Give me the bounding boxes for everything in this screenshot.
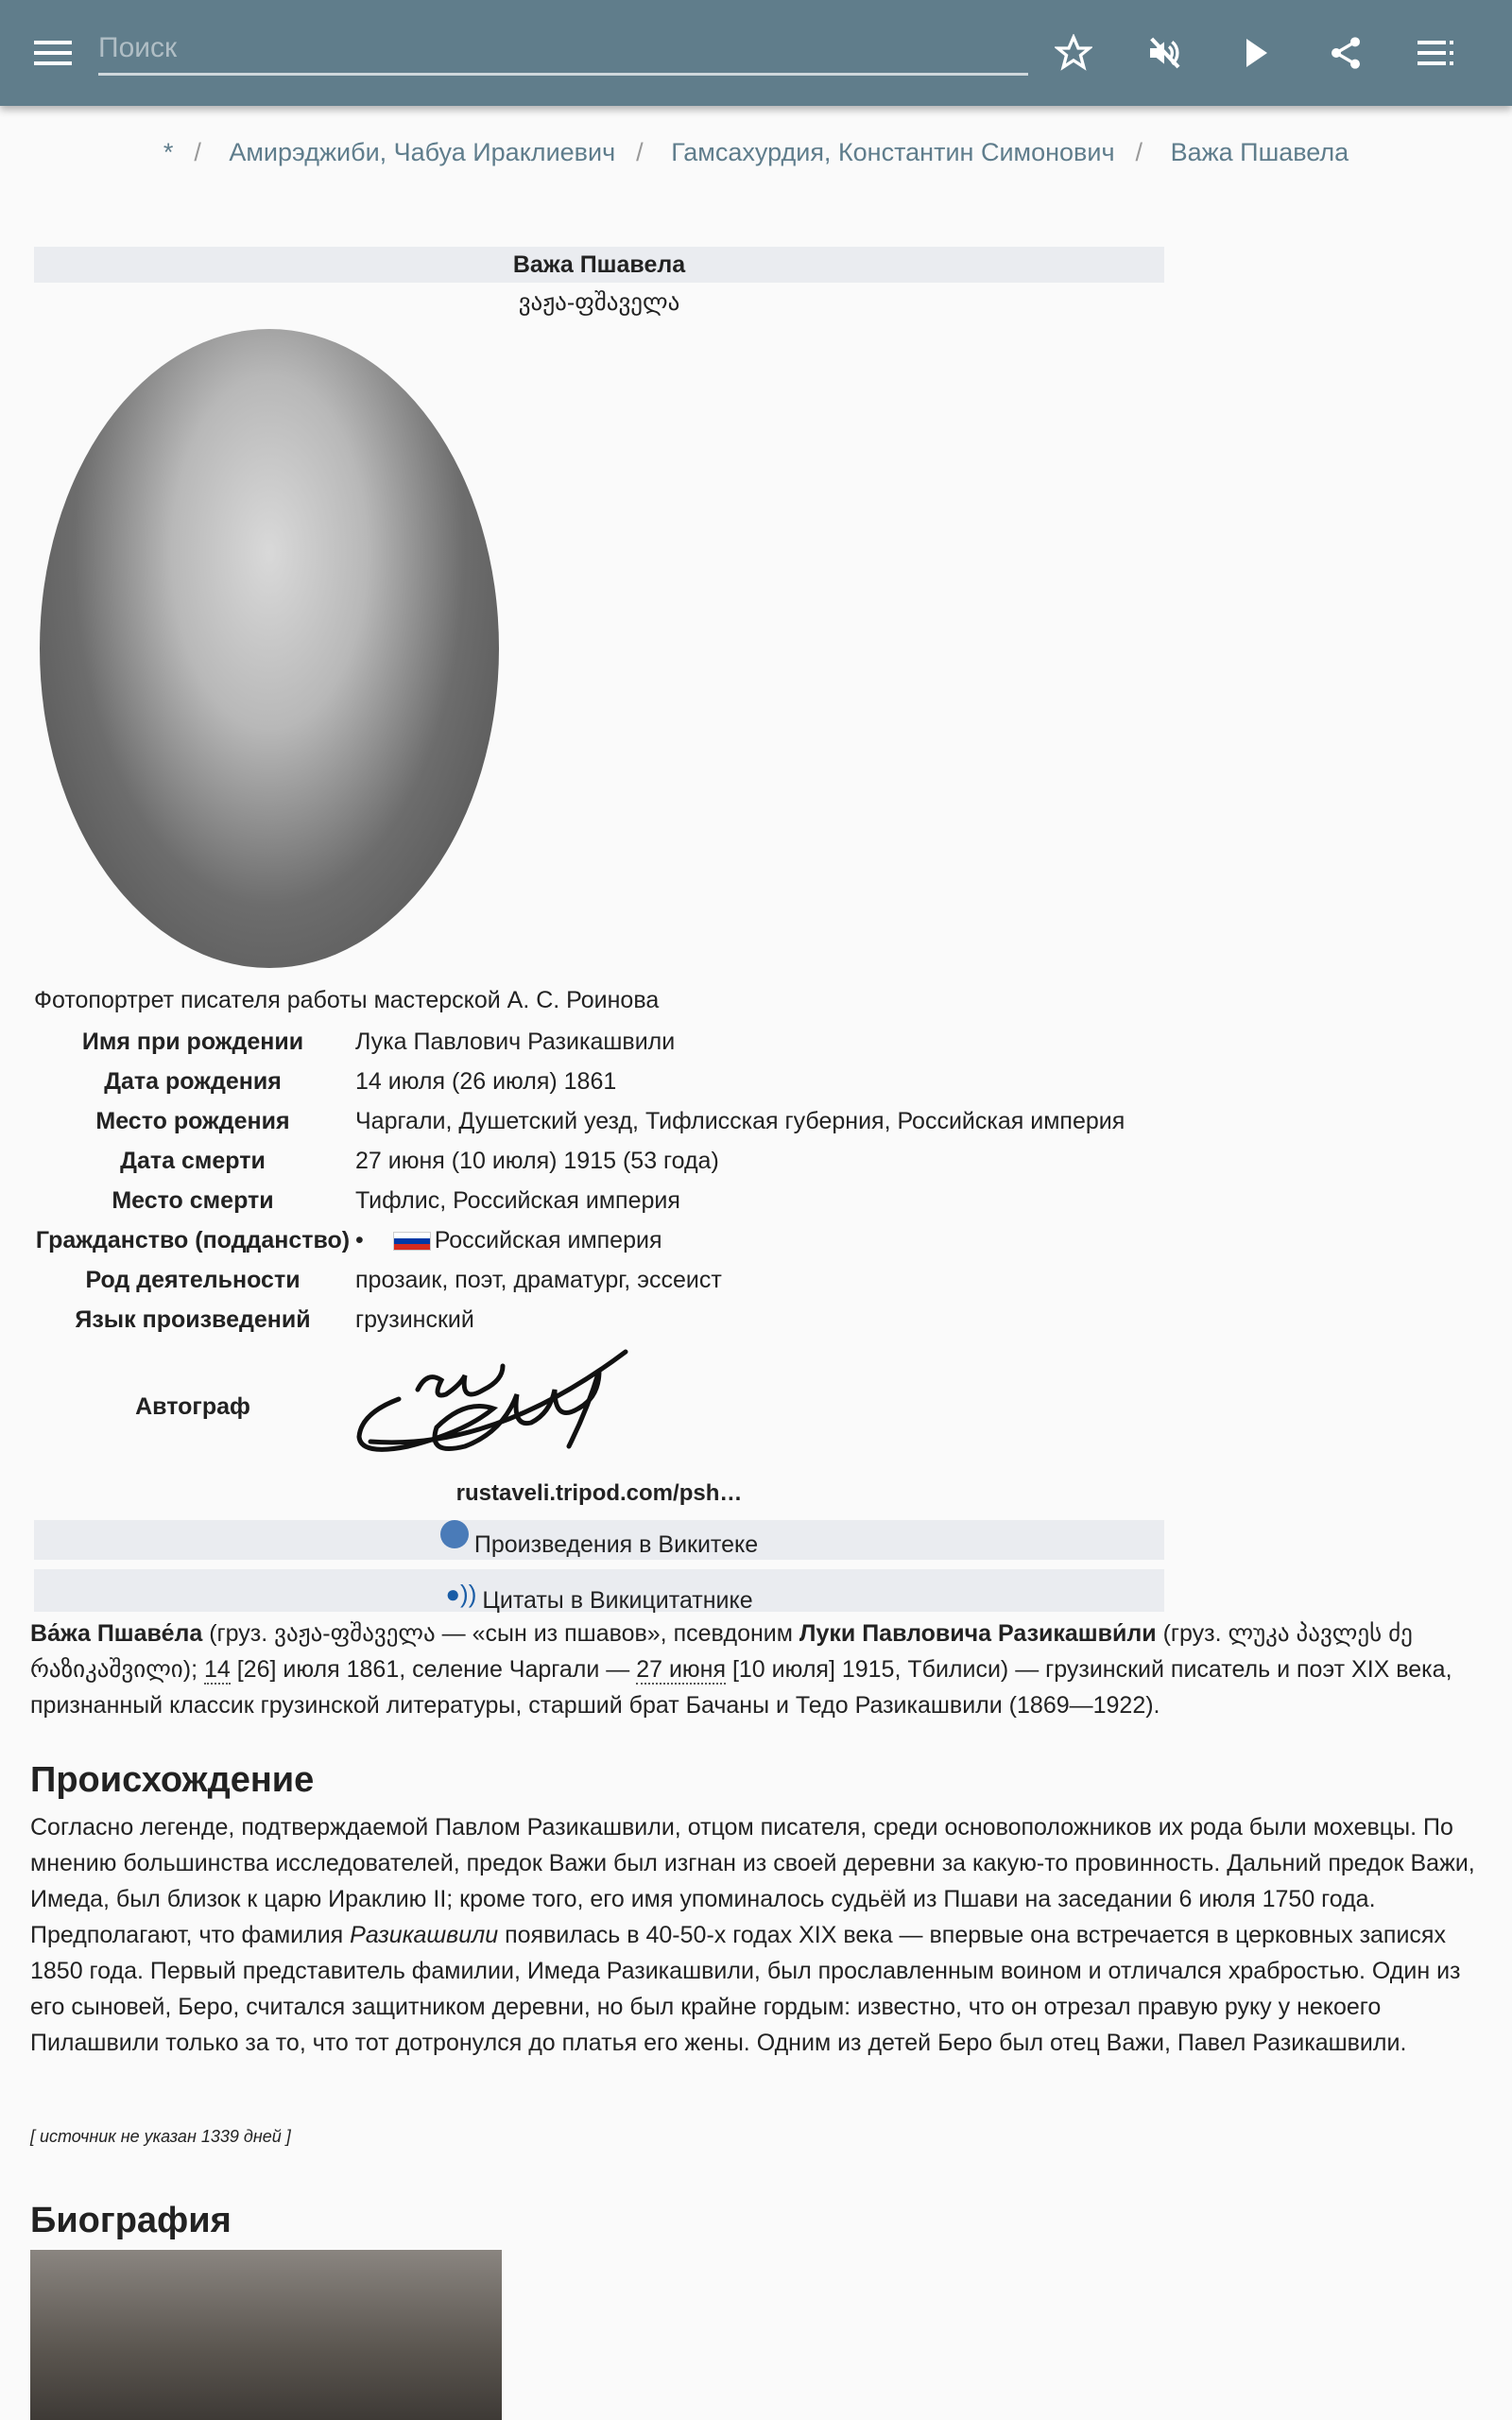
heading-origin: Происхождение <box>30 1760 315 1800</box>
citizenship-value[interactable]: Российская империя <box>434 1227 662 1253</box>
lead-text: (груз. ვაჟა-ფშაველა — «сын из пшавов», псевдоним <box>202 1620 799 1647</box>
app-header <box>0 0 1512 106</box>
autograph-image[interactable] <box>352 1342 635 1465</box>
row-value[interactable]: Чаргали, Душетский уезд, Тифлисская губерния, Российская империя <box>355 1108 1125 1134</box>
portrait-image[interactable] <box>40 329 499 968</box>
wikiquote-label: Цитаты в Викицитатнике <box>482 1587 753 1614</box>
infobox-row <box>34 1181 1164 1220</box>
breadcrumb: * / Амирэджиби, Чабуа Ираклиевич / Гамсахурдия, Константин Симонович / Важа Пшавела <box>163 138 1349 166</box>
share-icon[interactable] <box>1323 30 1368 76</box>
origin-italic: Разикашвили <box>350 1922 499 1948</box>
portrait-caption: Фотопортрет писателя работы мастерской А. С. Роинова <box>34 987 660 1013</box>
wikisource-link[interactable] <box>34 1520 1164 1560</box>
lead-bold: Луки Павловича Разикашви́ли <box>799 1620 1157 1647</box>
row-value[interactable]: 14 июля (26 июля) 1861 <box>355 1068 617 1095</box>
row-label: Имя при рождении <box>81 1028 304 1055</box>
lead-text: [26] июля 1861, селение Чаргали — <box>230 1656 637 1683</box>
infobox-title: Важа Пшавела <box>34 247 1164 283</box>
row-value[interactable]: 27 июня (10 июля) 1915 (53 года) <box>355 1148 719 1174</box>
origin-text: Согласно легенде, подтверждаемой Павлом Разикашвили, отцом писателя, среди основоположников их рода были мохевцы. По мнению большинства исследователей, предок Важи был изгнан из своей деревни за какую-то провинность. Дальний предок Важи, Имеда, был близок к царю Ираклию II; кроме того, его имя упоминалось судьёй из Пшави на заседании 6 июля 1750 года. Предполагают, что фамилия <box>30 1814 1475 1948</box>
toc-icon[interactable] <box>1414 30 1459 76</box>
breadcrumb-root[interactable]: * <box>163 138 174 166</box>
breadcrumb-item[interactable]: Амирэджиби, Чабуа Ираклиевич <box>229 138 616 166</box>
wikisource-icon <box>440 1520 469 1548</box>
wikiquote-icon: ●)) <box>445 1580 477 1608</box>
menu-icon[interactable] <box>30 30 76 76</box>
row-label: Место смерти <box>112 1187 274 1214</box>
heading-biography: Биография <box>30 2201 232 2240</box>
row-label: Автограф <box>135 1393 250 1420</box>
infobox-row <box>34 1260 1164 1300</box>
citation-needed-note[interactable]: [ источник не указан 1339 дней ] <box>30 2127 291 2146</box>
row-value[interactable]: грузинский <box>355 1306 474 1333</box>
infobox-row <box>34 1022 1164 1062</box>
autograph-source-link[interactable]: rustaveli.tripod.com/psh… <box>455 1480 743 1506</box>
infobox-row <box>34 1220 1164 1260</box>
origin-paragraph <box>30 1809 1486 2061</box>
date-link[interactable]: 27 июня <box>636 1656 727 1683</box>
infobox-native-name: ვაჟა-ფშაველა <box>518 289 680 316</box>
mute-icon[interactable] <box>1142 30 1187 76</box>
row-label: Гражданство (подданство) <box>35 1227 351 1253</box>
row-value[interactable]: • Российская империя <box>355 1227 662 1253</box>
infobox-row <box>34 1300 1164 1340</box>
star-icon[interactable] <box>1051 30 1096 76</box>
lead-paragraph <box>30 1616 1486 1723</box>
date-link[interactable]: 14 <box>203 1656 231 1683</box>
russia-flag-icon <box>393 1232 431 1251</box>
row-label: Дата рождения <box>104 1068 282 1095</box>
lead-bold: Ва́жа Пшаве́ла <box>30 1620 203 1647</box>
infobox-row <box>34 1101 1164 1141</box>
row-label: Дата смерти <box>120 1148 266 1174</box>
wikiquote-link[interactable] <box>34 1569 1164 1612</box>
infobox-row <box>34 1141 1164 1181</box>
biography-photo[interactable] <box>30 2250 502 2420</box>
row-value[interactable]: Тифлис, Российская империя <box>355 1187 680 1214</box>
row-label: Язык произведений <box>75 1306 311 1333</box>
row-value[interactable]: прозаик, поэт, драматург, эссеист <box>355 1267 722 1293</box>
wikisource-label: Произведения в Викитеке <box>473 1531 759 1558</box>
row-label: Место рождения <box>95 1108 290 1134</box>
origin-text: появилась в 40-50-х годах XIX века — впервые она встречается в церковных записях 1850 года. Первый представитель фамилии, Имеда Разикашвили, был прославленным воином и отличался храбростью. Один из его сыновей, Беро, считался защитником деревни, но был крайне гордым: известно, что он отрезал правую руку у некоего Пилашвили только за то, что тот дотронулся до платья его жены. Одним из детей Беро был отец Важи, Павел Разикашвили. <box>30 1922 1461 2056</box>
play-icon[interactable] <box>1234 30 1280 76</box>
lead-text: (груз. ლუკა პავლეს ძე რაზიკაშვილი); <box>30 1620 1413 1683</box>
infobox-row <box>34 1062 1164 1101</box>
search-input[interactable] <box>98 23 1028 76</box>
lead-text: [10 июля] 1915, Тбилиси) — грузинский писатель и поэт XIX века, признанный классик грузинской литературы, старший брат Бачаны и Тедо Разикашвили (1869—1922). <box>30 1656 1452 1719</box>
row-value[interactable]: Лука Павлович Разикашвили <box>355 1028 676 1055</box>
breadcrumb-item[interactable]: Гамсахурдия, Константин Симонович <box>671 138 1115 166</box>
breadcrumb-current[interactable]: Важа Пшавела <box>1170 138 1349 166</box>
row-label: Род деятельности <box>85 1267 301 1293</box>
